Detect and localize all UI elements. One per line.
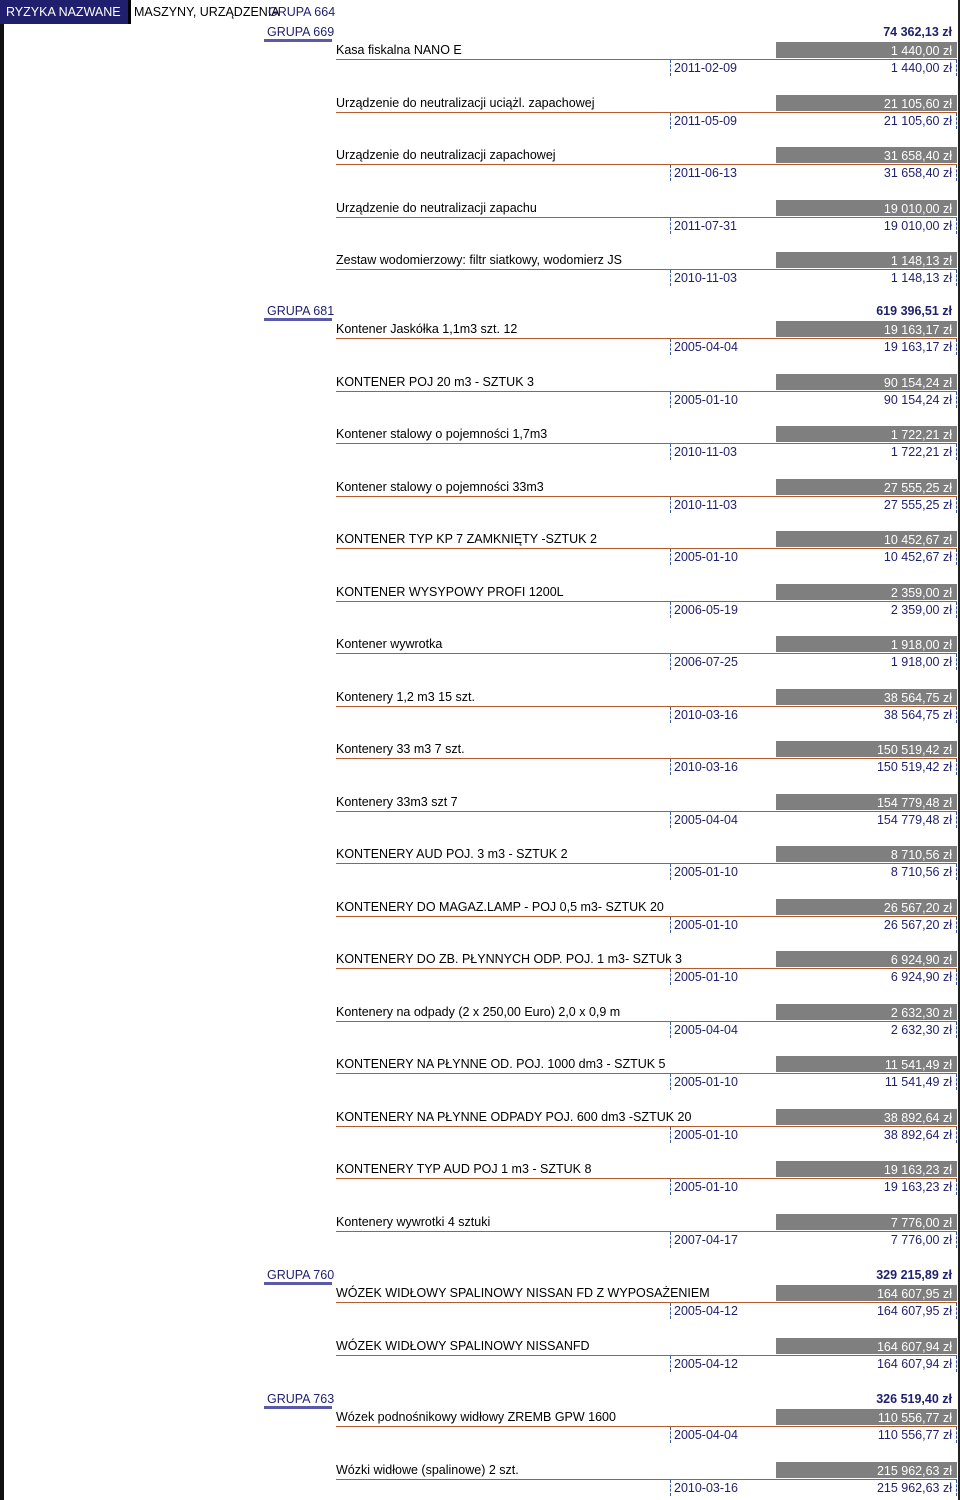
- dashed-divider: [956, 1232, 957, 1248]
- acquisition-date: 2005-04-12: [674, 1357, 738, 1371]
- acquisition-value: 1 918,00 zł: [890, 655, 952, 669]
- asset-value: 38 564,75 zł: [883, 691, 952, 705]
- acquisition-row: [670, 338, 957, 356]
- dashed-divider: [670, 1232, 671, 1248]
- asset-row: [336, 635, 957, 653]
- acquisition-value: 1 148,13 zł: [890, 271, 952, 285]
- dashed-divider: [670, 1127, 671, 1143]
- dashed-divider: [956, 917, 957, 933]
- acquisition-date: 2005-01-10: [674, 918, 738, 932]
- dashed-divider: [956, 1427, 957, 1443]
- acquisition-row: [670, 443, 957, 461]
- acquisition-row: [670, 548, 957, 566]
- acquisition-value: 150 519,42 zł: [876, 760, 952, 774]
- asset-value: 1 440,00 zł: [890, 44, 952, 58]
- dashed-divider: [670, 707, 671, 723]
- asset-name: Urządzenie do neutralizacji zapachu: [336, 201, 537, 215]
- asset-value-cell: [776, 846, 957, 862]
- acquisition-row: [670, 811, 957, 829]
- dashed-divider: [670, 60, 671, 76]
- asset-value-cell: [776, 584, 957, 600]
- asset-row: [336, 1461, 957, 1479]
- dashed-divider: [670, 602, 671, 618]
- dashed-divider: [670, 812, 671, 828]
- dashed-divider: [956, 1303, 957, 1319]
- asset-name: Kontenery na odpady (2 x 250,00 Euro) 2,0 x 0,9 m: [336, 1005, 621, 1019]
- acquisition-date: 2010-11-03: [674, 498, 738, 512]
- acquisition-value: 19 163,23 zł: [883, 1180, 952, 1194]
- asset-name: KONTENER WYSYPOWY PROFI 1200L: [336, 585, 564, 599]
- asset-row: [336, 478, 957, 496]
- dashed-divider: [956, 759, 957, 775]
- asset-value: 31 658,40 zł: [883, 149, 952, 163]
- dashed-divider: [670, 497, 671, 513]
- asset-value: 90 154,24 zł: [883, 376, 952, 390]
- asset-row: [336, 950, 957, 968]
- asset-row: [336, 530, 957, 548]
- acquisition-row: [670, 112, 957, 130]
- asset-row: [336, 898, 957, 916]
- dashed-divider: [956, 654, 957, 670]
- dashed-divider: [670, 1022, 671, 1038]
- asset-name: KONTENERY NA PŁYNNE OD. POJ. 1000 dm3 - SZTUK 5: [336, 1057, 666, 1071]
- group-underline: [264, 39, 332, 42]
- dashed-divider: [956, 1179, 957, 1195]
- asset-value-cell: [776, 1338, 957, 1354]
- asset-value: 10 452,67 zł: [883, 533, 952, 547]
- acquisition-date: 2005-01-10: [674, 550, 738, 564]
- acquisition-date: 2010-03-16: [674, 1481, 738, 1495]
- group-underline: [264, 318, 332, 321]
- dashed-divider: [956, 969, 957, 985]
- asset-value-cell: [776, 1409, 957, 1425]
- acquisition-value: 38 892,64 zł: [883, 1128, 952, 1142]
- asset-value: 1 148,13 zł: [890, 254, 952, 268]
- acquisition-row: [670, 601, 957, 619]
- acquisition-value: 38 564,75 zł: [883, 708, 952, 722]
- asset-name: KONTENERY NA PŁYNNE ODPADY POJ. 600 dm3 -SZTUK 20: [336, 1110, 692, 1124]
- asset-value-cell: [776, 200, 957, 216]
- asset-row: [336, 199, 957, 217]
- acquisition-date: 2005-01-10: [674, 865, 738, 879]
- asset-value-cell: [776, 95, 957, 111]
- dashed-divider: [670, 864, 671, 880]
- asset-name: WÓZEK WIDŁOWY SPALINOWY NISSANFD: [336, 1339, 590, 1353]
- acquisition-value: 8 710,56 zł: [890, 865, 952, 879]
- group-label: GRUPA 760: [267, 1268, 335, 1282]
- dashed-divider: [956, 218, 957, 234]
- asset-name: Urządzenie do neutralizacji zapachowej: [336, 148, 556, 162]
- asset-row: [336, 425, 957, 443]
- dashed-divider: [670, 1179, 671, 1195]
- asset-name: Kontener stalowy o pojemności 33m3: [336, 480, 544, 494]
- acquisition-row: [670, 1021, 957, 1039]
- asset-row: [336, 146, 957, 164]
- acquisition-value: 215 962,63 zł: [876, 1481, 952, 1495]
- acquisition-date: 2006-07-25: [674, 655, 738, 669]
- acquisition-row: [670, 916, 957, 934]
- asset-row: [336, 41, 957, 59]
- asset-row: [336, 251, 957, 269]
- dashed-divider: [670, 1356, 671, 1372]
- asset-value: 2 632,30 zł: [890, 1006, 952, 1020]
- asset-value-cell: [776, 479, 957, 495]
- acquisition-value: 21 105,60 zł: [883, 114, 952, 128]
- asset-row: [336, 740, 957, 758]
- asset-value: 154 779,48 zł: [876, 796, 952, 810]
- acquisition-row: [670, 1426, 957, 1444]
- acquisition-date: 2005-04-04: [674, 340, 738, 354]
- asset-name: Urządzenie do neutralizacji uciążl. zapachowej: [336, 96, 595, 110]
- asset-name: WÓZEK WIDŁOWY SPALINOWY NISSAN FD Z WYPOSAŻENIEM: [336, 1286, 710, 1300]
- asset-value-cell: [776, 531, 957, 547]
- dashed-divider: [670, 759, 671, 775]
- header-col-risk: RYZYKA NAZWANE: [0, 0, 128, 24]
- asset-value: 6 924,90 zł: [890, 953, 952, 967]
- dashed-divider: [956, 812, 957, 828]
- acquisition-date: 2005-01-10: [674, 1180, 738, 1194]
- acquisition-value: 2 632,30 zł: [890, 1023, 952, 1037]
- asset-value: 19 163,23 zł: [883, 1163, 952, 1177]
- asset-row: [336, 1284, 957, 1302]
- asset-value: 26 567,20 zł: [883, 901, 952, 915]
- header-col-category: MASZYNY, URZĄDZENIA: [128, 0, 264, 24]
- acquisition-date: 2010-03-16: [674, 708, 738, 722]
- acquisition-row: [670, 1231, 957, 1249]
- asset-value-cell: [776, 1462, 957, 1478]
- asset-value: 2 359,00 zł: [890, 586, 952, 600]
- acquisition-row: [670, 1479, 957, 1497]
- acquisition-date: 2005-04-04: [674, 1428, 738, 1442]
- acquisition-value: 1 440,00 zł: [890, 61, 952, 75]
- asset-value: 19 163,17 zł: [883, 323, 952, 337]
- asset-value: 8 710,56 zł: [890, 848, 952, 862]
- group-underline: [264, 1282, 332, 1285]
- dashed-divider: [956, 1356, 957, 1372]
- acquisition-date: 2005-01-10: [674, 393, 738, 407]
- acquisition-row: [670, 706, 957, 724]
- asset-name: Kontener wywrotka: [336, 637, 443, 651]
- dashed-divider: [956, 549, 957, 565]
- group-total: 74 362,13 zł: [883, 25, 952, 39]
- dashed-divider: [956, 165, 957, 181]
- asset-value: 1 918,00 zł: [890, 638, 952, 652]
- acquisition-row: [670, 164, 957, 182]
- group-label: GRUPA 681: [267, 304, 335, 318]
- dashed-divider: [956, 60, 957, 76]
- acquisition-date: 2005-04-04: [674, 813, 738, 827]
- dashed-divider: [670, 1074, 671, 1090]
- dashed-divider: [670, 1303, 671, 1319]
- dashed-divider: [956, 1074, 957, 1090]
- acquisition-date: 2006-05-19: [674, 603, 738, 617]
- acquisition-row: [670, 217, 957, 235]
- asset-value: 164 607,95 zł: [876, 1287, 952, 1301]
- asset-name: KONTENERY AUD POJ. 3 m3 - SZTUK 2: [336, 847, 568, 861]
- asset-name: Kontener Jaskółka 1,1m3 szt. 12: [336, 322, 518, 336]
- dashed-divider: [956, 392, 957, 408]
- asset-name: KONTENERY DO MAGAZ.LAMP - POJ 0,5 m3- SZTUK 20: [336, 900, 664, 914]
- asset-row: [336, 320, 957, 338]
- dashed-divider: [670, 218, 671, 234]
- asset-name: Wózki widłowe (spalinowe) 2 szt.: [336, 1463, 519, 1477]
- asset-value-cell: [776, 1285, 957, 1301]
- group-total: 619 396,51 zł: [876, 304, 952, 318]
- dashed-divider: [670, 1427, 671, 1443]
- asset-value: 150 519,42 zł: [876, 743, 952, 757]
- acquisition-value: 2 359,00 zł: [890, 603, 952, 617]
- asset-value: 38 892,64 zł: [883, 1111, 952, 1125]
- group-label: GRUPA 669: [267, 25, 335, 39]
- acquisition-row: [670, 653, 957, 671]
- dashed-divider: [670, 917, 671, 933]
- acquisition-date: 2005-04-04: [674, 1023, 738, 1037]
- asset-value-cell: [776, 147, 957, 163]
- acquisition-date: 2007-04-17: [674, 1233, 738, 1247]
- asset-value-cell: [776, 426, 957, 442]
- asset-value-cell: [776, 1214, 957, 1230]
- asset-value: 27 555,25 zł: [883, 481, 952, 495]
- dashed-divider: [670, 165, 671, 181]
- acquisition-value: 27 555,25 zł: [883, 498, 952, 512]
- asset-name: Kontenery wywrotki 4 sztuki: [336, 1215, 491, 1229]
- dashed-divider: [956, 444, 957, 460]
- acquisition-date: 2011-07-31: [674, 219, 738, 233]
- asset-row: [336, 1337, 957, 1355]
- dashed-divider: [670, 270, 671, 286]
- asset-value-cell: [776, 252, 957, 268]
- acquisition-date: 2011-05-09: [674, 114, 738, 128]
- asset-value-cell: [776, 1004, 957, 1020]
- acquisition-value: 154 779,48 zł: [876, 813, 952, 827]
- dashed-divider: [670, 549, 671, 565]
- acquisition-row: [670, 758, 957, 776]
- acquisition-row: [670, 59, 957, 77]
- asset-value-cell: [776, 899, 957, 915]
- dashed-divider: [956, 270, 957, 286]
- asset-name: KONTENER POJ 20 m3 - SZTUK 3: [336, 375, 534, 389]
- acquisition-value: 90 154,24 zł: [883, 393, 952, 407]
- asset-name: Kontenery 33 m3 7 szt.: [336, 742, 465, 756]
- asset-value: 11 541,49 zł: [884, 1058, 952, 1072]
- acquisition-value: 7 776,00 zł: [890, 1233, 952, 1247]
- acquisition-value: 26 567,20 zł: [883, 918, 952, 932]
- dashed-divider: [956, 1480, 957, 1496]
- acquisition-value: 1 722,21 zł: [890, 445, 952, 459]
- dashed-divider: [670, 392, 671, 408]
- dashed-divider: [670, 654, 671, 670]
- asset-name: Zestaw wodomierzowy: filtr siatkowy, wodomierz JS: [336, 253, 622, 267]
- asset-value-cell: [776, 42, 957, 58]
- group-label: GRUPA 763: [267, 1392, 335, 1406]
- asset-value: 110 556,77 zł: [877, 1411, 952, 1425]
- left-border: [0, 24, 4, 1500]
- acquisition-date: 2010-03-16: [674, 760, 738, 774]
- acquisition-row: [670, 391, 957, 409]
- asset-value: 19 010,00 zł: [883, 202, 952, 216]
- header-col-group: GRUPA 664: [268, 5, 336, 19]
- acquisition-value: 11 541,49 zł: [884, 1075, 952, 1089]
- asset-name: Kasa fiskalna NANO E: [336, 43, 462, 57]
- asset-row: [336, 373, 957, 391]
- asset-value: 215 962,63 zł: [876, 1464, 952, 1478]
- asset-value-cell: [776, 636, 957, 652]
- group-total: 329 215,89 zł: [876, 1268, 952, 1282]
- asset-value-cell: [776, 374, 957, 390]
- asset-name: Kontener stalowy o pojemności 1,7m3: [336, 427, 548, 441]
- asset-row: [336, 793, 957, 811]
- dashed-divider: [956, 864, 957, 880]
- group-total: 326 519,40 zł: [876, 1392, 952, 1406]
- asset-value: 164 607,94 zł: [876, 1340, 952, 1354]
- acquisition-row: [670, 1073, 957, 1091]
- acquisition-row: [670, 1302, 957, 1320]
- asset-row: [336, 845, 957, 863]
- dashed-divider: [670, 339, 671, 355]
- dashed-divider: [956, 339, 957, 355]
- acquisition-date: 2011-02-09: [674, 61, 738, 75]
- dashed-divider: [956, 497, 957, 513]
- asset-value: 7 776,00 zł: [890, 1216, 952, 1230]
- asset-name: KONTENERY TYP AUD POJ 1 m3 - SZTUK 8: [336, 1162, 592, 1176]
- acquisition-row: [670, 269, 957, 287]
- acquisition-value: 110 556,77 zł: [877, 1428, 952, 1442]
- asset-row: [336, 688, 957, 706]
- dashed-divider: [670, 444, 671, 460]
- asset-row: [336, 1108, 957, 1126]
- dashed-divider: [670, 1480, 671, 1496]
- asset-value-cell: [776, 794, 957, 810]
- asset-row: [336, 1003, 957, 1021]
- acquisition-date: 2005-04-12: [674, 1304, 738, 1318]
- dashed-divider: [670, 113, 671, 129]
- dashed-divider: [670, 969, 671, 985]
- asset-value-cell: [776, 1056, 957, 1072]
- asset-name: Kontenery 33m3 szt 7: [336, 795, 458, 809]
- acquisition-date: 2005-01-10: [674, 1075, 738, 1089]
- acquisition-value: 6 924,90 zł: [890, 970, 952, 984]
- acquisition-row: [670, 1355, 957, 1373]
- asset-value-cell: [776, 1109, 957, 1125]
- asset-row: [336, 1408, 957, 1426]
- asset-name: KONTENER TYP KP 7 ZAMKNIĘTY -SZTUK 2: [336, 532, 597, 546]
- asset-name: KONTENERY DO ZB. PŁYNNYCH ODP. POJ. 1 m3- SZTUk 3: [336, 952, 682, 966]
- asset-row: [336, 94, 957, 112]
- asset-row: [336, 1213, 957, 1231]
- acquisition-date: 2011-06-13: [674, 166, 738, 180]
- asset-row: [336, 583, 957, 601]
- group-underline: [264, 1406, 332, 1409]
- dashed-divider: [956, 707, 957, 723]
- acquisition-row: [670, 863, 957, 881]
- dashed-divider: [956, 113, 957, 129]
- asset-value: 1 722,21 zł: [890, 428, 952, 442]
- acquisition-date: 2005-01-10: [674, 970, 738, 984]
- acquisition-value: 31 658,40 zł: [883, 166, 952, 180]
- acquisition-row: [670, 1178, 957, 1196]
- acquisition-value: 164 607,95 zł: [876, 1304, 952, 1318]
- asset-value-cell: [776, 321, 957, 337]
- asset-row: [336, 1160, 957, 1178]
- dashed-divider: [956, 1127, 957, 1143]
- asset-value-cell: [776, 951, 957, 967]
- acquisition-value: 19 163,17 zł: [883, 340, 952, 354]
- acquisition-row: [670, 1126, 957, 1144]
- asset-value: 21 105,60 zł: [883, 97, 952, 111]
- acquisition-value: 19 010,00 zł: [883, 219, 952, 233]
- acquisition-row: [670, 968, 957, 986]
- dashed-divider: [956, 1022, 957, 1038]
- acquisition-date: 2005-01-10: [674, 1128, 738, 1142]
- acquisition-date: 2010-11-03: [674, 271, 738, 285]
- acquisition-value: 164 607,94 zł: [876, 1357, 952, 1371]
- acquisition-value: 10 452,67 zł: [883, 550, 952, 564]
- acquisition-row: [670, 496, 957, 514]
- asset-value-cell: [776, 689, 957, 705]
- asset-name: Kontenery 1,2 m3 15 szt.: [336, 690, 475, 704]
- asset-name: Wózek podnośnikowy widłowy ZREMB GPW 1600: [336, 1410, 616, 1424]
- asset-value-cell: [776, 1161, 957, 1177]
- acquisition-date: 2010-11-03: [674, 445, 738, 459]
- asset-row: [336, 1055, 957, 1073]
- dashed-divider: [956, 602, 957, 618]
- asset-value-cell: [776, 741, 957, 757]
